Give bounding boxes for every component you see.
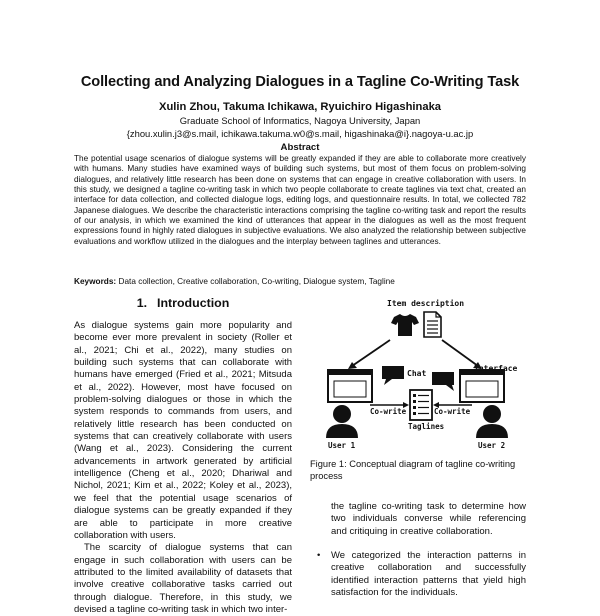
keywords-text: Data collection, Creative collaboration, Co-writing, Dialogue system, Tagline [118, 277, 395, 286]
interface-label: Interface [474, 364, 518, 373]
document-icon [424, 312, 441, 337]
section-title: Introduction [157, 296, 230, 310]
keywords [74, 277, 526, 287]
bullet-marker: • [317, 550, 321, 561]
left-column [74, 320, 292, 616]
paper-affiliation: Graduate School of Informatics, Nagoya University, Japan [179, 115, 421, 126]
keywords-label: Keywords: [74, 277, 117, 286]
speech-bubble-icon [382, 366, 404, 385]
section-number: 1. [136, 296, 148, 310]
taglines-label: Taglines [408, 422, 445, 431]
contribution-paragraph: the tagline co-writing task to determine how two individuals converse while referencing and critiquing in creative collaboration. [331, 501, 526, 537]
bullet-text: We categorized the interaction patterns in creative collaboration and successfully identified interaction patterns that yield high satisfaction for the individuals. [331, 550, 526, 599]
chat-label: Chat [407, 369, 427, 378]
paper-emails: {zhou.xulin.j3@s.mail, ichikawa.takuma.w0@s.mail, higashinaka@i}.nagoya-u.ac.jp [126, 128, 474, 139]
paper-authors: Xulin Zhou, Takuma Ichikawa, Ryuichiro Higashinaka [158, 101, 442, 113]
monitor-icon [460, 370, 504, 402]
figure-1-diagram [312, 292, 526, 452]
abstract-text: The potential usage scenarios of dialogue systems will be greatly expanded if they are able to collaborate more creatively with humans. Many studies have examined ways of building such systems, but most of them focus on problem-solving dialogues, and relatively little research has been done on systems that can engage in creative collaboration with users. In this study, we designed a tagline co-writing task in which two people collaborate to create taglines via text chat, created an interface for data collection, and collected dialogue logs, editing logs, and questionnaire results. In total, we collected 782 Japanese dialogues. We describe the characteristic interactions comprising the tagline co-writing task and report the results of our analysis, in which we examined the kind of utterances that appear in the dialogues as well as the most frequent expressions found in highly rated dialogues in subjective evaluations. We also analyzed the relationship between subjective evaluations and workflow utilized in the dialogues and the interplay between taglines and utterances. [74, 154, 526, 246]
arrow-icon [348, 340, 390, 369]
item-description-label: Item description [387, 299, 465, 308]
user-2-label: User 2 [478, 441, 506, 450]
co-write-left-label: Co-write [370, 407, 407, 416]
right-column [331, 501, 526, 538]
intro-paragraph-1: As dialogue systems gain more popularity and become ever more prevalent in society (Roller et al., 2021; Chi et al., 2022), many studies on building such systems that can collaborate with humans have emerged (Fried et al., 2021; Mitsuda et al., 2022). However, most have focused on problem-solving dialogues or those in which the system responds to commands from users, and relatively little research has been conducted on systems that can creatively collaborate with users (Wang et al., 2023). Considering the current advancements in artwork generated by artificial intelligence (Cheng et al., 2020; Dhariwal and Nichol, 2021; Kim et al., 2022; Koley et al., 2023), we feel that the potential usage scenarios of dialogue systems can be greatly expanded if they are able to participate in more creative collaboration with users. [74, 320, 292, 541]
user-1-label: User 1 [328, 441, 356, 450]
intro-paragraph-2: The scarcity of dialogue systems that can engage in such collaboration with users can be attributed to the limited availability of datasets that involve creative collaborative tasks carried out through dialogue. Therefore, in this study, we devised a tagline co-writing task in which two inter- [74, 542, 292, 615]
user-icon [476, 405, 508, 438]
tshirt-icon [391, 314, 419, 336]
speech-bubble-icon [432, 372, 454, 391]
monitor-icon [328, 370, 372, 402]
taglines-list-icon [410, 390, 432, 420]
user-icon [326, 405, 358, 438]
paper-title: Collecting and Analyzing Dialogues in a Tagline Co-Writing Task [80, 74, 520, 90]
abstract-heading: Abstract [280, 142, 320, 153]
section-heading [74, 296, 292, 310]
co-write-right-label: Co-write [434, 407, 471, 416]
figure-caption: Figure 1: Conceptual diagram of tagline co-writing process [310, 459, 516, 481]
